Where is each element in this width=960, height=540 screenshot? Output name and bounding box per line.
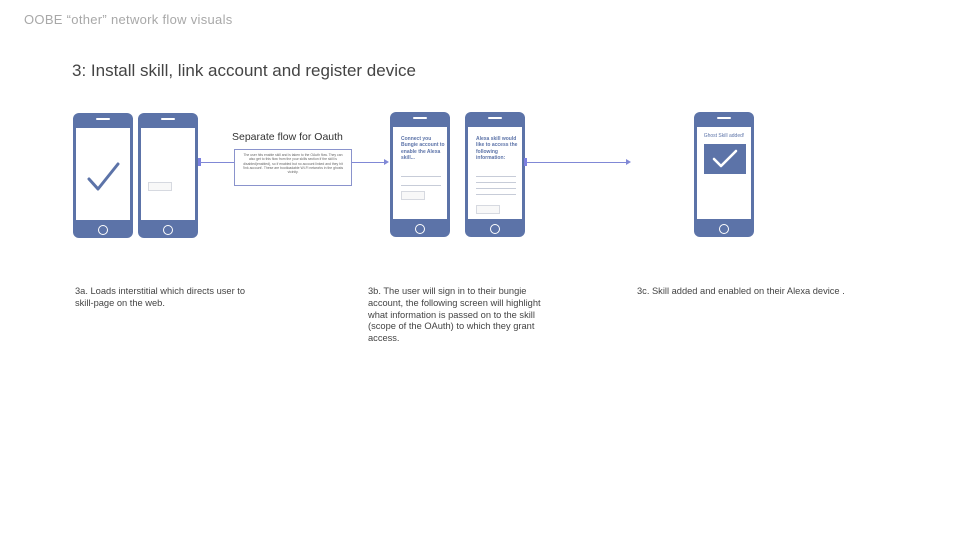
scope-line bbox=[476, 182, 516, 183]
home-button bbox=[415, 224, 425, 234]
caption-3b: 3b. The user will sign in to their bungie account, the following screen will highlight what information is passed on to the skill (scope of the OAuth) to which they grant access. bbox=[368, 286, 541, 344]
phone-skill-added bbox=[694, 112, 754, 237]
phone-speaker bbox=[161, 118, 175, 120]
oauth-description-box bbox=[234, 149, 352, 186]
allow-button bbox=[476, 205, 500, 214]
alexa-heading: Alexa skill would like to access the following information: bbox=[476, 136, 518, 161]
arrow-head-icon bbox=[626, 159, 631, 165]
phone-screen bbox=[697, 127, 751, 219]
phone-skill-page bbox=[138, 113, 198, 238]
phone-speaker bbox=[717, 117, 731, 119]
scope-line bbox=[476, 188, 516, 189]
phone-speaker bbox=[488, 117, 502, 119]
phone-screen bbox=[393, 127, 447, 219]
ghost-heading: Ghost Skill added! bbox=[703, 133, 745, 139]
home-button bbox=[163, 225, 173, 235]
home-button bbox=[719, 224, 729, 234]
phone-screen bbox=[468, 127, 522, 219]
caption-3a: 3a. Loads interstitial which directs user to skill-page on the web. bbox=[75, 286, 246, 308]
phone-interstitial bbox=[73, 113, 133, 238]
oauth-description-text: The user hits enable skill and is taken to the OAuth flow. They can also get to this flow from the your skills section if the skill is disabled(enabled), so if enabled but no account linked and they hit 'link account'. These are bootloadable Wi-Fi networks in the ghosts vicinity. bbox=[242, 153, 344, 175]
checkmark-icon bbox=[704, 144, 746, 174]
oauth-title: Separate flow for Oauth bbox=[232, 131, 343, 143]
phone-screen bbox=[141, 128, 195, 220]
flow-line bbox=[352, 162, 384, 163]
flow-line bbox=[200, 162, 234, 163]
phone-screen bbox=[76, 128, 130, 220]
phone-speaker bbox=[413, 117, 427, 119]
section-title: 3: Install skill, link account and register device bbox=[72, 61, 416, 80]
scope-line bbox=[476, 194, 516, 195]
flow-line bbox=[526, 162, 626, 163]
arrow-head-icon bbox=[384, 159, 389, 165]
scope-line bbox=[476, 176, 516, 177]
enable-skill-button bbox=[148, 182, 172, 191]
input-line bbox=[401, 176, 441, 177]
checkmark-icon bbox=[76, 128, 130, 220]
home-button bbox=[490, 224, 500, 234]
home-button bbox=[98, 225, 108, 235]
caption-3c: 3c. Skill added and enabled on their Alexa device . bbox=[637, 286, 845, 296]
phone-speaker bbox=[96, 118, 110, 120]
sign-in-button bbox=[401, 191, 425, 200]
success-box bbox=[704, 144, 746, 174]
header-title: OOBE “other” network flow visuals bbox=[24, 12, 233, 27]
connect-heading: Connect you Bungie account to enable the Alexa skill... bbox=[401, 136, 445, 161]
input-line bbox=[401, 185, 441, 186]
phone-connect-account bbox=[390, 112, 450, 237]
phone-alexa-permissions bbox=[465, 112, 525, 237]
